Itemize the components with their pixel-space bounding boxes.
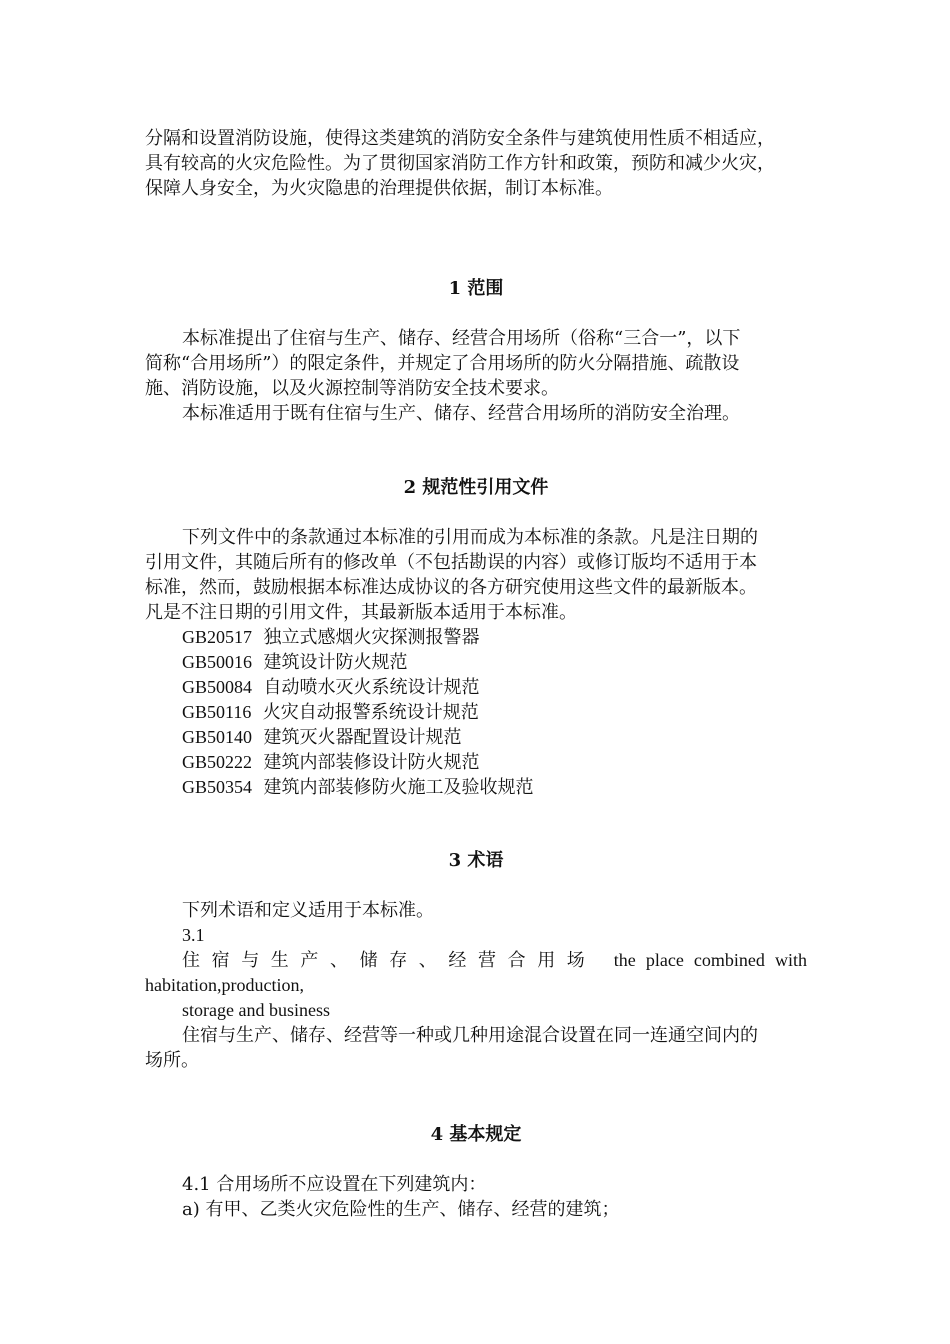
- reference-code: GB50222: [182, 752, 253, 772]
- scope-line: 本标准提出了住宿与生产、储存、经营合用场所（俗称“三合一”，以下: [182, 328, 741, 349]
- scope-line: 施、消防设施，以及火源控制等消防安全技术要求。: [145, 378, 559, 399]
- reference-name: 建筑内部装修设计防火规范: [263, 752, 480, 773]
- reference-name: 建筑设计防火规范: [263, 652, 408, 673]
- section-4-heading: 4 基本规定: [430, 1124, 522, 1145]
- section-2-body: [145, 525, 807, 800]
- reference-item: [145, 775, 807, 800]
- reference-code: GB50016: [182, 652, 253, 672]
- reference-item: [145, 725, 807, 750]
- clause-4-1: 4.1 合用场所不应设置在下列建筑内：: [182, 1174, 487, 1195]
- term-english-part-2: habitation,production,: [145, 975, 304, 995]
- section-1-body: [145, 326, 807, 426]
- reference-name: 独立式感烟火灾探测报警器: [263, 627, 480, 648]
- references-line: 凡是不注日期的引用文件，其最新版本适用于本标准。: [145, 602, 577, 623]
- references-line: 下列文件中的条款通过本标准的引用而成为本标准的条款。凡是注日期的: [182, 527, 758, 548]
- term-definition-line: 住宿与生产、储存、经营等一种或几种用途混合设置在同一连通空间内的: [182, 1025, 758, 1046]
- references-line: 标准，然而，鼓励根据本标准达成协议的各方研究使用这些文件的最新版本。: [145, 577, 757, 598]
- term-chinese: 住宿与生产、储存、经营合用场: [182, 950, 597, 971]
- reference-item: [145, 650, 807, 675]
- reference-name: 火灾自动报警系统设计规范: [262, 702, 479, 723]
- term-definition-line: 场所。: [145, 1050, 199, 1071]
- reference-name: 自动喷水灭火系统设计规范: [263, 677, 480, 698]
- section-2-heading: 2 规范性引用文件: [403, 477, 549, 498]
- reference-code: GB50116: [182, 702, 252, 722]
- intro-line: 保障人身安全，为火灾隐患的治理提供依据，制订本标准。: [145, 178, 613, 199]
- reference-item: [145, 625, 807, 650]
- reference-code: GB50140: [182, 727, 253, 747]
- reference-code: GB20517: [182, 627, 253, 647]
- term-english-part-3: storage and business: [182, 1000, 330, 1020]
- intro-line: 具有较高的火灾危险性。为了贯彻国家消防工作方针和政策，预防和减少火灾，: [145, 153, 775, 174]
- terms-intro: 下列术语和定义适用于本标准。: [182, 900, 434, 921]
- references-line: 引用文件，其随后所有的修改单（不包括勘误的内容）或修订版均不适用于本: [145, 552, 757, 573]
- reference-item: [145, 675, 807, 700]
- reference-name: 建筑灭火器配置设计规范: [263, 727, 462, 748]
- reference-code: GB50084: [182, 677, 253, 697]
- section-4-body: [145, 1172, 807, 1222]
- intro-line: 分隔和设置消防设施，使得这类建筑的消防安全条件与建筑使用性质不相适应，: [145, 128, 775, 149]
- term-title: [145, 948, 807, 973]
- section-3-body: [145, 898, 807, 1073]
- section-1-heading: 1 范围: [448, 278, 504, 299]
- reference-item: [145, 750, 807, 775]
- clause-item-a: a) 有甲、乙类火灾危险性的生产、储存、经营的建筑；: [182, 1199, 620, 1220]
- section-3-heading: 3 术语: [448, 850, 504, 871]
- scope-applicability: 本标准适用于既有住宿与生产、储存、经营合用场所的消防安全治理。: [182, 403, 740, 424]
- scope-line: 简称“合用场所”）的限定条件，并规定了合用场所的防火分隔措施、疏散设: [145, 353, 740, 374]
- term-english-part-1: the place combined with: [613, 950, 807, 970]
- reference-item: [145, 700, 807, 725]
- term-number: 3.1: [182, 925, 205, 945]
- reference-code: GB50354: [182, 777, 253, 797]
- reference-name: 建筑内部装修防火施工及验收规范: [263, 777, 534, 798]
- intro-paragraph: [145, 126, 807, 201]
